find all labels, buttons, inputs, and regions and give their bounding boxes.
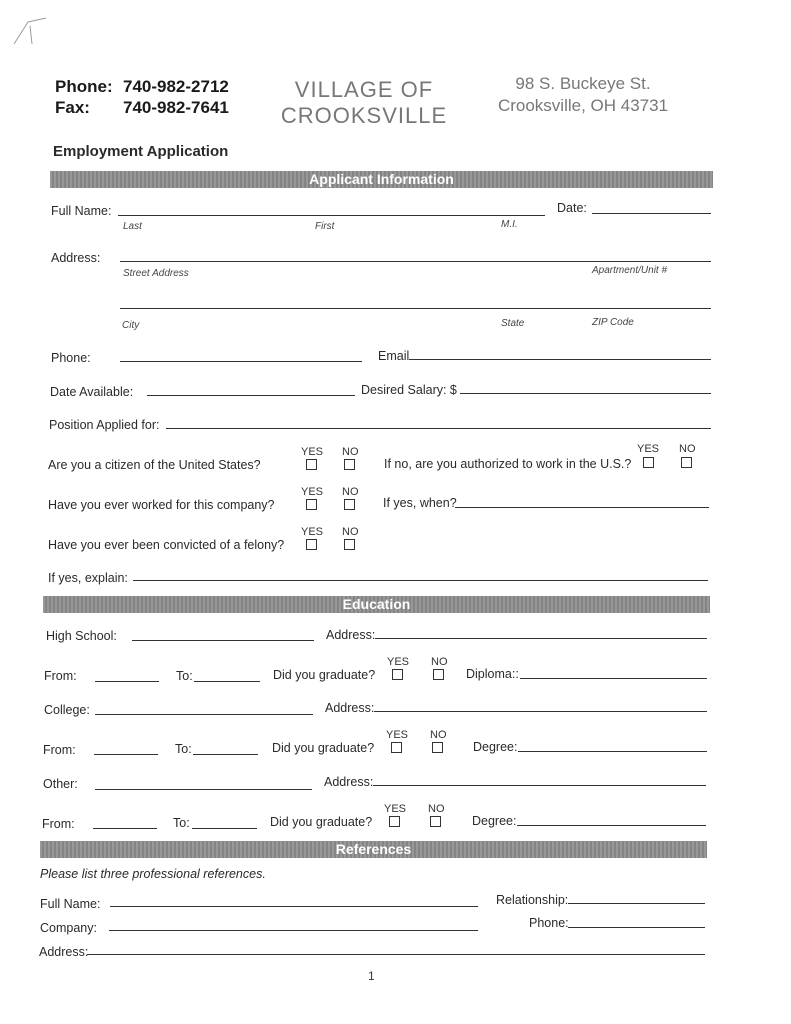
yes-caption: YES (637, 443, 660, 455)
to-label: To: (176, 669, 193, 683)
other-address-field[interactable] (373, 785, 706, 786)
other-label: Other: (43, 777, 78, 791)
no-caption: NO (342, 526, 359, 538)
high-school-from-field[interactable] (95, 681, 159, 682)
yes-caption: YES (301, 526, 324, 538)
state-caption: State (501, 318, 525, 329)
college-address-label: Address: (325, 701, 375, 715)
graduate-question: Did you graduate? (270, 815, 373, 829)
village-line-1: VILLAGE OF (294, 77, 434, 102)
worked-no-checkbox[interactable] (344, 499, 355, 510)
felony-question: Have you ever been convicted of a felony? (48, 538, 285, 552)
city-state-zip-field[interactable] (120, 308, 711, 309)
worked-question: Have you ever worked for this company? (48, 498, 275, 512)
phone-field[interactable] (120, 361, 362, 362)
high-school-to-field[interactable] (194, 681, 260, 682)
college-label: College: (44, 703, 90, 717)
high-school-graduate-yes-checkbox[interactable] (392, 669, 403, 680)
fax-number: 740-982-7641 (123, 98, 229, 117)
other-to-field[interactable] (192, 828, 257, 829)
date-field[interactable] (592, 213, 711, 214)
desired-salary-field[interactable] (460, 393, 711, 394)
from-label: From: (44, 669, 77, 683)
reference-address-label: Address: (39, 945, 89, 959)
middle-initial-caption: M.I. (501, 219, 518, 230)
full-name-label: Full Name: (51, 204, 112, 218)
graduate-question: Did you graduate? (272, 741, 375, 755)
reference-phone-label: Phone: (529, 916, 569, 930)
date-label: Date: (557, 201, 587, 215)
high-school-field[interactable] (132, 640, 314, 641)
position-field[interactable] (166, 428, 711, 429)
college-to-field[interactable] (193, 754, 258, 755)
village-title (270, 77, 458, 129)
other-degree-field[interactable] (517, 825, 706, 826)
degree-label: Degree: (473, 740, 518, 754)
relationship-label: Relationship: (496, 893, 569, 907)
references-instruction: Please list three professional references. (40, 867, 266, 881)
college-graduate-yes-checkbox[interactable] (391, 742, 402, 753)
citizen-yes-checkbox[interactable] (306, 459, 317, 470)
section-bar-applicant: Applicant Information (50, 171, 713, 188)
worked-yes-checkbox[interactable] (306, 499, 317, 510)
street-address-caption: Street Address (123, 268, 189, 279)
yes-caption: YES (387, 656, 410, 668)
no-caption: NO (679, 443, 696, 455)
company-label: Company: (40, 921, 97, 935)
position-label: Position Applied for: (49, 418, 160, 432)
yes-caption: YES (386, 729, 409, 741)
other-graduate-no-checkbox[interactable] (430, 816, 441, 827)
high-school-label: High School: (46, 629, 117, 643)
reference-address-field[interactable] (87, 954, 705, 955)
high-school-address-label: Address: (326, 628, 376, 642)
felony-no-checkbox[interactable] (344, 539, 355, 550)
phone-number: 740-982-2712 (123, 77, 229, 96)
diploma-field[interactable] (520, 678, 707, 679)
no-caption: NO (342, 486, 359, 498)
reference-phone-field[interactable] (568, 927, 705, 928)
section-bar-education: Education (43, 596, 710, 613)
street-address-field[interactable] (120, 261, 711, 262)
college-degree-field[interactable] (518, 751, 707, 752)
other-field[interactable] (95, 789, 312, 790)
village-line-2: CROOKSVILLE (280, 103, 448, 128)
to-label: To: (173, 816, 190, 830)
explain-label: If yes, explain: (48, 571, 128, 585)
citizen-question: Are you a citizen of the United States? (48, 458, 261, 472)
email-label: Email (378, 349, 410, 363)
yes-caption: YES (301, 446, 324, 458)
reference-name-label: Full Name: (40, 897, 101, 911)
address-line-1: 98 S. Buckeye St. (515, 74, 651, 93)
citizen-no-checkbox[interactable] (344, 459, 355, 470)
city-caption: City (122, 320, 140, 331)
college-from-field[interactable] (94, 754, 158, 755)
yes-caption: YES (384, 803, 407, 815)
last-name-caption: Last (123, 221, 142, 232)
high-school-address-field[interactable] (375, 638, 707, 639)
section-bar-references: References (40, 841, 707, 858)
no-caption: NO (342, 446, 359, 458)
village-address (478, 73, 688, 117)
phone-field-label: Phone: (51, 351, 91, 365)
apartment-caption: Apartment/Unit # (592, 265, 668, 276)
explain-field[interactable] (133, 580, 708, 581)
desired-salary-label: Desired Salary: $ (361, 383, 457, 397)
email-field[interactable] (409, 359, 711, 360)
college-graduate-no-checkbox[interactable] (432, 742, 443, 753)
fax-label: Fax: (55, 98, 90, 117)
degree-label: Degree: (472, 814, 517, 828)
felony-yes-checkbox[interactable] (306, 539, 317, 550)
reference-name-field[interactable] (110, 906, 478, 907)
yes-caption: YES (301, 486, 324, 498)
from-label: From: (42, 817, 75, 831)
high-school-graduate-no-checkbox[interactable] (433, 669, 444, 680)
authorized-no-checkbox[interactable] (681, 457, 692, 468)
other-from-field[interactable] (93, 828, 157, 829)
when-label: If yes, when? (383, 496, 457, 510)
relationship-field[interactable] (568, 903, 705, 904)
no-caption: NO (431, 656, 448, 668)
when-field[interactable] (455, 507, 709, 508)
zip-caption: ZIP Code (592, 317, 634, 328)
address-label: Address: (51, 251, 101, 265)
graduate-question: Did you graduate? (273, 668, 376, 682)
to-label: To: (175, 742, 192, 756)
no-caption: NO (428, 803, 445, 815)
form-title: Employment Application (53, 143, 229, 160)
full-name-field[interactable] (118, 215, 545, 216)
no-caption: NO (430, 729, 447, 741)
first-name-caption: First (315, 221, 335, 232)
college-address-field[interactable] (374, 711, 707, 712)
phone-label: Phone: (55, 77, 113, 96)
pen-mark (10, 14, 50, 50)
date-available-label: Date Available: (50, 385, 134, 399)
other-graduate-yes-checkbox[interactable] (389, 816, 400, 827)
other-address-label: Address: (324, 775, 374, 789)
diploma-label: Diploma:: (466, 667, 519, 681)
date-available-field[interactable] (147, 395, 355, 396)
company-field[interactable] (109, 930, 478, 931)
address-line-2: Crooksville, OH 43731 (497, 96, 669, 115)
college-field[interactable] (95, 714, 313, 715)
page-number: 1 (368, 969, 375, 983)
authorized-yes-checkbox[interactable] (643, 457, 654, 468)
from-label: From: (43, 743, 76, 757)
authorized-question: If no, are you authorized to work in the U.S.? (384, 457, 632, 471)
